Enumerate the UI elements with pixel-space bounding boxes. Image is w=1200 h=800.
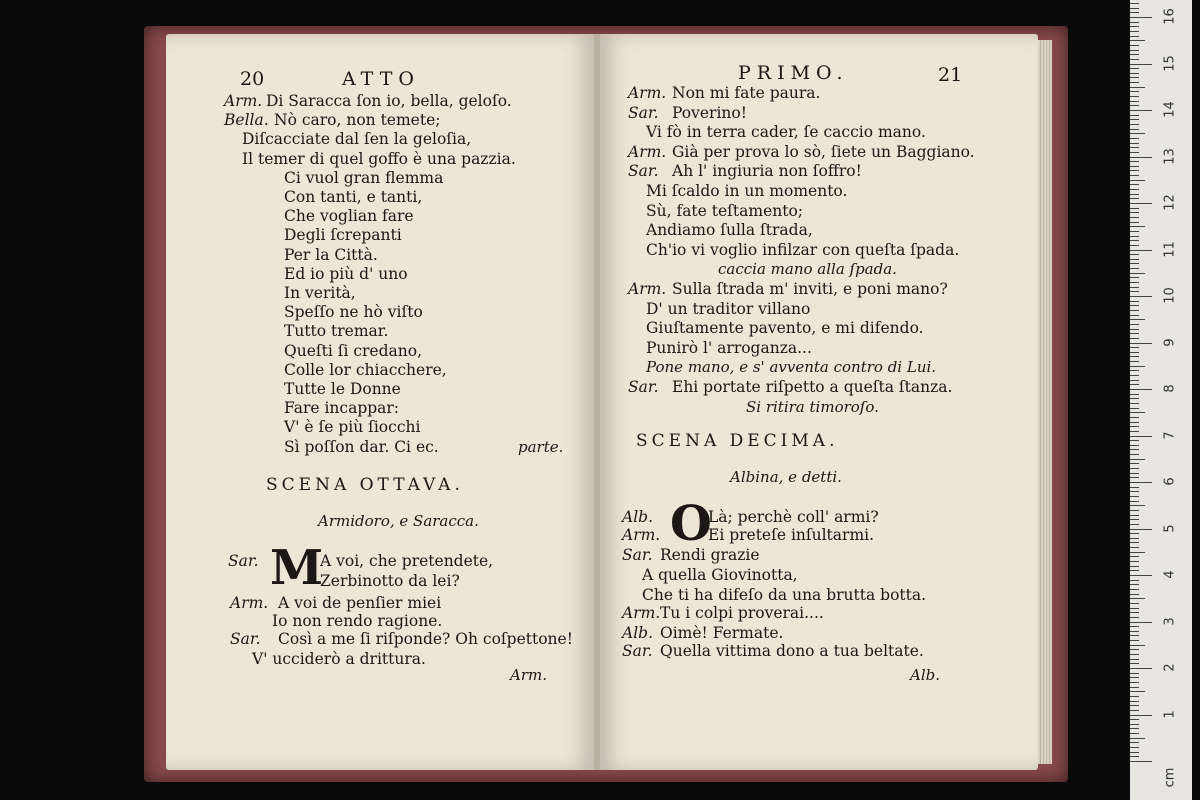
ruler-tick [1130, 398, 1139, 399]
verse-line: Zerbinotto da lei? [320, 572, 460, 590]
stage-direction: Si ritira timoroſo. [746, 397, 879, 416]
ruler-tick [1130, 138, 1139, 139]
ruler-tick [1130, 584, 1139, 585]
ruler-tick [1130, 91, 1139, 92]
verse-line: V' ucciderò a drittura. [252, 650, 426, 668]
ruler-tick [1130, 747, 1139, 748]
ruler-tick [1130, 236, 1139, 237]
ruler-tick [1130, 617, 1139, 618]
verse-line: Già per prova lo sò, ſiete un Baggiano. [672, 142, 975, 161]
ruler-tick [1130, 305, 1139, 306]
ruler-tick [1130, 296, 1152, 297]
ruler-tick [1130, 203, 1152, 204]
ruler-label: 1 [1162, 709, 1178, 719]
ruler-label: 12 [1162, 194, 1178, 211]
ruler-tick [1130, 17, 1152, 18]
ruler-tick [1130, 463, 1139, 464]
ruler-label: 14 [1162, 101, 1178, 118]
verse-line: Il temer di quel goffo è una pazzia. [242, 149, 516, 168]
verse-line: A voi, che pretendete, [320, 552, 494, 570]
ruler-tick [1130, 510, 1139, 511]
ruler-tick [1130, 324, 1139, 325]
ruler-tick [1130, 198, 1139, 199]
verse-line: Tutto tremar. [284, 322, 389, 341]
ruler-tick [1130, 440, 1139, 441]
ruler-tick [1130, 659, 1139, 660]
ruler-tick [1130, 417, 1139, 418]
verse-line: D' un traditor villano [646, 299, 811, 318]
ruler-tick [1130, 640, 1139, 641]
ruler-tick [1130, 649, 1139, 650]
ruler-tick [1130, 161, 1139, 162]
ruler-tick [1130, 254, 1139, 255]
ruler-tick [1130, 366, 1145, 367]
verse-line: Tu i colpi proverai.... [660, 604, 824, 622]
ruler-tick [1130, 64, 1152, 65]
speaker-label: Sar. [628, 103, 659, 122]
ruler-tick [1130, 580, 1139, 581]
ruler-tick [1130, 119, 1139, 120]
ruler-tick [1130, 724, 1139, 725]
ruler-tick [1130, 598, 1145, 599]
ruler-label: 5 [1162, 523, 1178, 533]
verse-line: Che ti ha difeſo da una brutta botta. [642, 586, 927, 604]
ruler-tick [1130, 96, 1139, 97]
verse-line: Giuſtamente pavento, e mi difendo. [646, 319, 924, 338]
ruler-tick [1130, 626, 1139, 627]
ruler-tick [1130, 422, 1139, 423]
ruler-tick [1130, 594, 1139, 595]
page-edges [1038, 40, 1052, 764]
ruler-tick [1130, 431, 1139, 432]
speaker-label: Arm. [622, 604, 661, 622]
speaker-label: Arm. [628, 84, 667, 102]
ruler-label: 3 [1162, 616, 1178, 626]
ruler-tick [1130, 436, 1152, 437]
ruler-tick [1130, 426, 1139, 427]
ruler-tick [1130, 73, 1139, 74]
ruler-unit: cm [1162, 767, 1178, 788]
speaker-label: Bella. [224, 111, 269, 130]
ruler-label: 9 [1162, 337, 1178, 347]
ruler-tick [1130, 343, 1152, 344]
verse-line: Speſſo ne hò viſto [284, 303, 423, 322]
ruler-tick [1130, 110, 1152, 111]
ruler-tick [1130, 101, 1139, 102]
ruler-tick [1130, 250, 1152, 251]
ruler-tick [1130, 77, 1139, 78]
speaker-label: Arm. [628, 142, 667, 161]
ruler-tick [1130, 245, 1139, 246]
verse-line: Quella vittima dono a tua beltate. [660, 642, 924, 660]
speaker-label: Arm. [622, 526, 661, 544]
book-gutter [594, 34, 600, 770]
ruler-tick [1130, 612, 1139, 613]
ruler-tick [1130, 696, 1139, 697]
ruler-tick [1130, 761, 1152, 762]
verse-line: Là; perchè coll' armi? [708, 508, 879, 526]
verse-line: Sì poſſon dar. Ci ec. [284, 437, 439, 456]
ruler-tick [1130, 310, 1139, 311]
ruler-tick [1130, 682, 1139, 683]
ruler-tick [1130, 384, 1139, 385]
stage-direction: caccia mano alla ſpada. [718, 260, 897, 279]
ruler-tick [1130, 152, 1139, 153]
ruler-tick [1130, 124, 1139, 125]
scene-characters: Albina, e detti. [730, 468, 842, 486]
ruler-tick [1130, 361, 1139, 362]
ruler-tick [1130, 319, 1145, 320]
verse-line: Ehi portate riſpetto a queſta ſtanza. [672, 378, 953, 396]
ruler-tick [1130, 691, 1145, 692]
speaker-label: Sar. [230, 630, 261, 648]
ruler-tick [1130, 226, 1145, 227]
ruler-tick [1130, 589, 1139, 590]
ruler-tick [1130, 468, 1139, 469]
ruler-tick [1130, 105, 1139, 106]
speaker-label: Sar. [228, 552, 259, 570]
ruler-label: 10 [1162, 287, 1178, 304]
stage-direction: Pone mano, e s' avventa contro di Lui. [646, 358, 937, 377]
ruler-tick [1130, 505, 1145, 506]
verse-line: Ci vuol gran flemma [284, 168, 444, 187]
ruler-tick [1130, 184, 1139, 185]
ruler-tick [1130, 575, 1152, 576]
ruler-tick [1130, 26, 1139, 27]
ruler-tick [1130, 59, 1139, 60]
ruler-tick [1130, 701, 1139, 702]
ruler-tick [1130, 394, 1139, 395]
ruler-tick [1130, 175, 1139, 176]
ruler-label: 4 [1162, 570, 1178, 579]
ruler-tick [1130, 36, 1139, 37]
ruler-tick [1130, 635, 1139, 636]
ruler-tick [1130, 449, 1139, 450]
verse-line: Per la Città. [284, 245, 378, 264]
ruler-label: 7 [1162, 430, 1178, 440]
ruler-tick [1130, 166, 1139, 167]
drop-capital: O [670, 496, 712, 552]
verse-line: Andiamo ſulla ſtrada, [646, 221, 813, 240]
ruler-tick [1130, 231, 1139, 232]
ruler-tick [1130, 473, 1139, 474]
ruler-tick [1130, 542, 1139, 543]
ruler-tick [1130, 547, 1139, 548]
ruler-tick [1130, 282, 1139, 283]
ruler-tick [1130, 603, 1139, 604]
verse-line: Io non rendo ragione. [272, 612, 443, 630]
ruler-tick [1130, 524, 1139, 525]
ruler-tick [1130, 566, 1139, 567]
ruler-tick [1130, 273, 1145, 274]
verse-line: Punirò l' arroganza... [646, 338, 812, 357]
ruler-tick [1130, 115, 1139, 116]
verse-line: Rendi grazie [660, 546, 760, 564]
verse-line: V' è ſe più ſiocchi [284, 418, 421, 437]
ruler-tick [1130, 157, 1152, 158]
ruler-tick [1130, 147, 1139, 148]
ruler-tick [1130, 68, 1139, 69]
verse-line: Di Saracca ſon io, bella, geloſo. [266, 92, 512, 110]
ruler-tick [1130, 501, 1139, 502]
ruler-tick [1130, 687, 1139, 688]
catchword: Alb. [910, 666, 940, 684]
ruler-tick [1130, 259, 1139, 260]
ruler-tick [1130, 715, 1152, 716]
ruler-tick [1130, 533, 1139, 534]
ruler-tick [1130, 389, 1152, 390]
ruler-tick [1130, 654, 1139, 655]
ruler-tick [1130, 477, 1139, 478]
running-head: ATTO [342, 68, 420, 90]
verse-line: In verità, [284, 284, 356, 302]
ruler-tick [1130, 338, 1139, 339]
ruler-tick [1130, 742, 1139, 743]
ruler-tick [1130, 515, 1139, 516]
ruler-tick [1130, 570, 1139, 571]
ruler-tick [1130, 375, 1139, 376]
ruler-label: 8 [1162, 384, 1178, 393]
ruler-tick [1130, 733, 1139, 734]
ruler-tick [1130, 403, 1139, 404]
ruler-tick [1130, 380, 1139, 381]
ruler-tick [1130, 143, 1139, 144]
ruler-tick [1130, 529, 1152, 530]
verse-line: Così a me ſi riſponde? Oh coſpettone! [278, 630, 573, 648]
ruler-label: 15 [1162, 54, 1178, 72]
ruler-tick [1130, 31, 1139, 32]
ruler-tick [1130, 208, 1139, 209]
verse-line: Oimè! Fermate. [660, 624, 784, 642]
speaker-label: Alb. [622, 508, 653, 526]
ruler-tick [1130, 482, 1152, 483]
ruler-tick [1130, 356, 1139, 357]
right-page [598, 34, 1038, 770]
ruler-tick [1130, 277, 1139, 278]
stage-direction: parte. [518, 437, 564, 456]
ruler-tick [1130, 54, 1139, 55]
verse-line: Ah l' ingiuria non ſoffro! [672, 162, 862, 181]
ruler-tick [1130, 645, 1145, 646]
ruler-tick [1130, 496, 1139, 497]
ruler-tick [1130, 556, 1139, 557]
verse-line: Degli ſcrepanti [284, 226, 402, 245]
ruler-tick [1130, 412, 1145, 413]
ruler-tick [1130, 663, 1139, 664]
ruler-tick [1130, 552, 1145, 553]
speaker-label: Sar. [622, 642, 653, 660]
ruler-tick [1130, 50, 1139, 51]
ruler-tick [1130, 212, 1139, 213]
scene-characters: Armidoro, e Saracca. [318, 512, 479, 530]
ruler-tick [1130, 82, 1139, 83]
drop-capital: M [270, 540, 324, 596]
ruler-tick [1130, 538, 1139, 539]
verse-line: Nò caro, non temete; [274, 111, 441, 130]
scene-heading: SCENA DECIMA. [636, 431, 839, 451]
ruler-tick [1130, 454, 1139, 455]
speaker-label: Arm. [230, 594, 269, 612]
ruler-tick [1130, 133, 1145, 134]
verse-line: Poverino! [672, 103, 747, 122]
ruler-tick [1130, 291, 1139, 292]
ruler-tick [1130, 8, 1139, 9]
ruler-tick [1130, 40, 1145, 41]
verse-line: Queſti ſi credano, [284, 341, 423, 360]
verse-line: Sulla ſtrada m' inviti, e poni mano? [672, 280, 948, 298]
measuring-ruler [1130, 0, 1192, 800]
ruler-tick [1130, 129, 1139, 130]
ruler-tick [1130, 677, 1139, 678]
verse-line: Che voglian fare [284, 207, 414, 226]
speaker-label: Arm. [628, 280, 667, 298]
ruler-tick [1130, 756, 1139, 757]
ruler-tick [1130, 445, 1139, 446]
ruler-tick [1130, 631, 1139, 632]
ruler-tick [1130, 738, 1145, 739]
ruler-tick [1130, 329, 1139, 330]
ruler-tick [1130, 12, 1139, 13]
verse-line: Diſcacciate dal ſen la geloſia, [242, 130, 472, 149]
ruler-tick [1130, 519, 1139, 520]
ruler-tick [1130, 170, 1139, 171]
ruler-tick [1130, 673, 1139, 674]
verse-line: Con tanti, e tanti, [284, 188, 423, 206]
ruler-tick [1130, 668, 1152, 669]
ruler-tick [1130, 561, 1139, 562]
catchword: Arm. [510, 666, 547, 684]
ruler-tick [1130, 222, 1139, 223]
verse-line: Non mi fate paura. [672, 84, 821, 102]
page-number: 20 [240, 68, 265, 90]
ruler-tick [1130, 315, 1139, 316]
scene-heading: SCENA OTTAVA. [266, 475, 464, 495]
ruler-tick [1130, 622, 1152, 623]
ruler-tick [1130, 352, 1139, 353]
verse-line: Sù, fate teſtamento; [646, 201, 804, 220]
ruler-tick [1130, 347, 1139, 348]
ruler-tick [1130, 301, 1139, 302]
ruler-tick [1130, 268, 1139, 269]
page-number: 21 [938, 64, 963, 86]
ruler-tick [1130, 459, 1145, 460]
ruler-tick [1130, 608, 1139, 609]
ruler-tick [1130, 710, 1139, 711]
verse-line: Colle lor chiacchere, [284, 360, 447, 379]
speaker-label: Sar. [622, 546, 653, 564]
ruler-tick [1130, 370, 1139, 371]
verse-line: Vi fò in terra cader, ſe caccio mano. [646, 123, 926, 142]
ruler-tick [1130, 45, 1139, 46]
speaker-label: Sar. [628, 378, 659, 396]
ruler-tick [1130, 22, 1139, 23]
ruler-tick [1130, 87, 1145, 88]
ruler-tick [1130, 240, 1139, 241]
left-page [166, 34, 596, 770]
ruler-tick [1130, 194, 1139, 195]
speaker-label: Alb. [622, 624, 653, 642]
running-head: PRIMO. [738, 62, 849, 84]
ruler-tick [1130, 3, 1139, 4]
ruler-tick [1130, 333, 1139, 334]
verse-line: Ch'io vi voglio infilzar con queſta ſpada. [646, 240, 960, 259]
ruler-tick [1130, 728, 1139, 729]
ruler-label: 16 [1162, 8, 1178, 25]
verse-line: Tutte le Donne [284, 380, 401, 398]
ruler-tick [1130, 189, 1139, 190]
ruler-label: 2 [1162, 663, 1178, 672]
verse-line: A voi de penſier miei [278, 594, 442, 612]
ruler-tick [1130, 287, 1139, 288]
verse-line: Mi ſcaldo in un momento. [646, 182, 848, 200]
verse-line: A quella Giovinotta, [642, 566, 798, 584]
ruler-label: 13 [1162, 147, 1178, 165]
speaker-label: Arm. [224, 92, 263, 110]
ruler-tick [1130, 752, 1139, 753]
ruler-tick [1130, 408, 1139, 409]
ruler-label: 11 [1162, 240, 1178, 258]
ruler-label: 6 [1162, 477, 1178, 486]
verse-line: Ei preteſe inſultarmi. [708, 526, 875, 544]
ruler-tick [1130, 487, 1139, 488]
ruler-tick [1130, 217, 1139, 218]
ruler-tick [1130, 719, 1139, 720]
ruler-tick [1130, 491, 1139, 492]
ruler-tick [1130, 263, 1139, 264]
verse-line: Fare incappar: [284, 399, 400, 418]
verse-line: Ed io più d' uno [284, 264, 408, 283]
ruler-tick [1130, 180, 1145, 181]
ruler-tick [1130, 705, 1139, 706]
speaker-label: Sar. [628, 162, 659, 181]
